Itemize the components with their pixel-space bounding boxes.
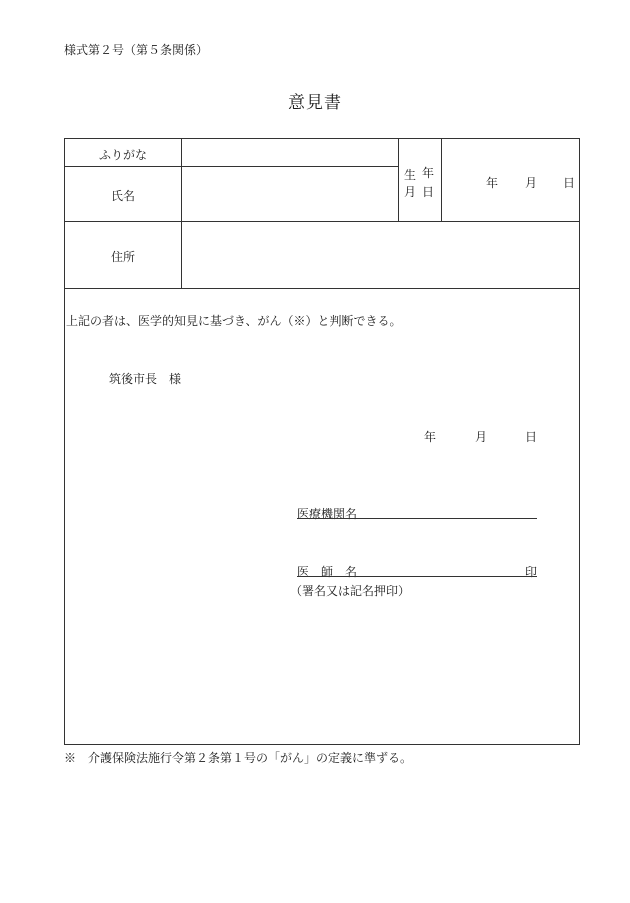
doctor-field[interactable] (297, 562, 537, 577)
footnote: ※ 介護保険法施行令第２条第１号の「がん」の定義に準ずる。 (64, 751, 413, 765)
signature-note: （署名又は記名押印） (290, 584, 411, 598)
birthdate-label-sei: 生 (404, 168, 417, 182)
row-divider-address (65, 288, 579, 289)
form-frame (64, 138, 580, 745)
col-divider-birth-value (441, 139, 442, 221)
date-day: 日 (525, 430, 538, 444)
name-label: 氏名 (110, 189, 135, 203)
date-month: 月 (475, 430, 488, 444)
institution-label: 医療機関名 (297, 507, 358, 521)
addressee: 筑後市長 様 (109, 372, 182, 386)
row-divider-name (65, 221, 579, 222)
birthdate-label-hi: 日 (422, 185, 435, 199)
birthdate-day: 日 (563, 176, 576, 190)
date-year: 年 (424, 430, 437, 444)
birthdate-year: 年 (486, 176, 499, 190)
seal-mark: 印 (525, 565, 538, 579)
birthdate-month: 月 (525, 176, 538, 190)
statement-text: 上記の者は、医学的知見に基づき、がん（※）と判断できる。 (66, 314, 402, 328)
address-field[interactable] (187, 233, 572, 277)
doctor-label: 医 師 名 (297, 565, 358, 579)
form-number: 様式第２号（第５条関係） (64, 43, 209, 57)
institution-field[interactable] (297, 504, 537, 519)
birthdate-label-nen: 年 (422, 166, 435, 180)
document-title: 意見書 (288, 93, 342, 113)
name-field[interactable] (187, 179, 392, 209)
birthdate-label-tsuki: 月 (404, 185, 417, 199)
address-label: 住所 (110, 250, 135, 264)
col-divider-label (181, 139, 182, 288)
col-divider-birth-label (398, 139, 399, 221)
row-divider-furigana (65, 166, 398, 167)
furigana-field[interactable] (187, 146, 392, 162)
furigana-label: ふりがな (98, 148, 147, 162)
